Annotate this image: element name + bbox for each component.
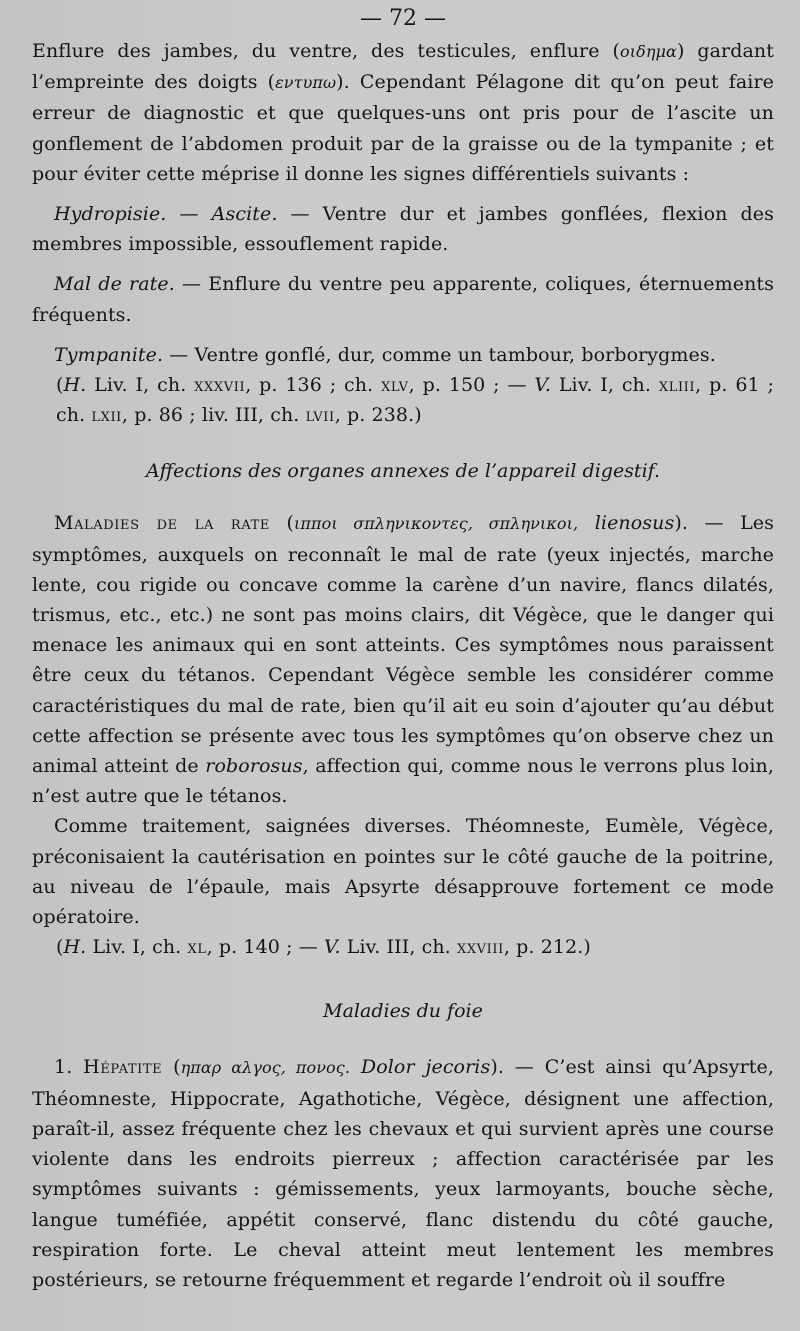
greek-term: ηπαρ αλγος, πονος. xyxy=(180,1058,351,1078)
entry-title: Maladies de la rate xyxy=(54,512,270,535)
greek-term: εντυπω xyxy=(275,73,337,93)
term-label: Tympanite. xyxy=(54,343,164,366)
term-label: Mal de rate. xyxy=(54,273,175,296)
section-heading: Affections des organes annexes de l’appareil digestif. xyxy=(145,460,661,483)
paragraph-mal-de-rate: Mal de rate. — Enflure du ventre peu apparente, coliques, éternuements fréquents. xyxy=(32,273,774,326)
reference-2: (H. Liv. I, ch. xl, p. 140 ; — V. Liv. III, ch. xxviii, p. 212.) xyxy=(56,936,591,959)
paragraph-tympanite: Tympanite. — Ventre gonflé, dur, comme un tambour, borborygmes. xyxy=(54,343,716,366)
page-number: — 72 — xyxy=(360,6,446,31)
paragraph-hydropisie: Hydropisie. — Ascite. — Ventre dur et jambes gonflées, flexion des membres impossible, essouflement rapide. xyxy=(32,203,774,256)
term-label: Hydropisie. — Ascite. xyxy=(54,203,278,226)
greek-term: ιπποι σπληνικοντες, σπληνικοι, xyxy=(293,514,579,534)
paragraph-hepatite: 1. Hépatite (ηπαρ αλγος, πονος. Dolor jecoris). — C’est ainsi qu’Apsyrte, Théomneste, Hippocrate, Agathotiche, Végèce, désignent une affection, paraît-il, assez fréquente chez les chevaux et qui survient après une course violente dans les endroits pierreux ; affection caractérisée par les symptômes suivants : gémissements, yeux larmoyants, bouche sèche, langue tuméfiée, appétit conservé, flanc distendu du côté gauche, respiration forte. Le cheval atteint meut lentement les membres postérieurs, se retourne fréquemment et regarde l’endroit où il souffre xyxy=(32,1056,775,1291)
entry-title: Hépatite xyxy=(83,1056,163,1079)
reference-1: (H. Liv. I, ch. xxxvii, p. 136 ; ch. xlv, p. 150 ; — V. Liv. I, ch. xliii, p. 61 ; ch. lxii, p. 86 ; liv. III, ch. lvii, p. 238.) xyxy=(56,374,775,427)
section-heading: Maladies du foie xyxy=(323,1000,483,1023)
paragraph-maladies-rate: Maladies de la rate (ιπποι σπληνικοντες, σπληνικοι, lienosus). — Les symptômes, auxquels on reconnaît le mal de rate (yeux injectés, marche lente, cou rigide ou concave comme la carène d’un navire, flancs dilatés, trismus, etc., etc.) ne sont pas moins clairs, dit Végèce, que le danger qui menace les animaux qui en sont atteints. Ces symptômes nous paraissent être ceux du tétanos. Cependant Végèce semble les considérer comme caractéristiques du mal de rate, bien qu’il ait eu soin d’ajouter qu’au début cette affection se présente avec tous les symptômes qu’on observe chez un animal atteint de roborosus, affection qui, comme nous le verrons plus loin, n’est autre que le tétanos. xyxy=(32,512,774,808)
paragraph-traitement: Comme traitement, saignées diverses. Théomneste, Eumèle, Végèce, préconisaient la cautérisation en pointes sur le côté gauche de la poitrine, au niveau de l’épaule, mais Apsyrte désapprouve fortement ce mode opératoire. xyxy=(32,815,774,929)
greek-term: οιδημα xyxy=(620,42,677,61)
paragraph-symptoms-intro: Enflure des jambes, du ventre, des testicules, enflure (οιδημα) gardant l’empreinte des doigts (εντυπω). Cependant Pélagone dit qu’on peut faire erreur de diagnostic et que quelques-uns ont pris pour de l’ascite un gonflement de l’abdomen produit par de la graisse ou de la tympanite ; et pour éviter cette méprise il donne les signes différentiels suivants : xyxy=(32,40,774,185)
